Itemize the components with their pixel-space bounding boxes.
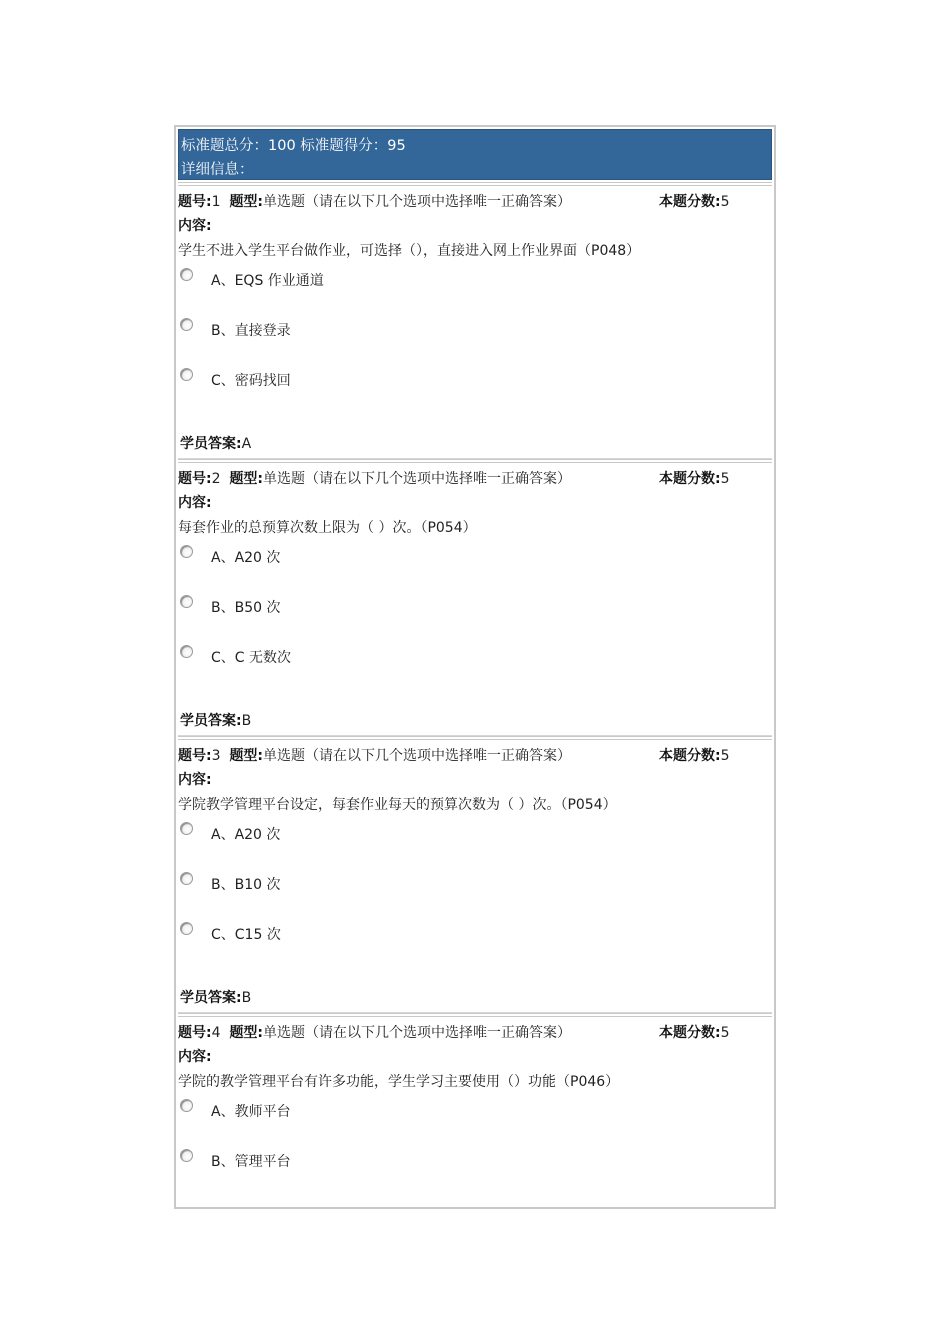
content-label: 内容: — [178, 218, 212, 234]
option-a[interactable] — [178, 264, 772, 314]
question-score: 本题分数:5 — [659, 194, 730, 210]
question-block — [178, 736, 772, 1013]
content-label: 内容: — [178, 772, 212, 788]
option-label: B、B50 次 — [211, 600, 281, 616]
option-b[interactable] — [178, 591, 772, 641]
question-score: 本题分数:5 — [659, 748, 730, 764]
question-meta — [178, 190, 772, 214]
question-number-label: 题号: — [178, 1025, 212, 1041]
question-type: 单选题（请在以下几个选项中选择唯一正确答案） — [263, 748, 572, 764]
question-content: 学院的教学管理平台有许多功能，学生学习主要使用（）功能（P046） — [178, 1074, 620, 1090]
radio-button[interactable] — [180, 268, 193, 281]
option-a[interactable] — [178, 1095, 772, 1145]
option-c[interactable] — [178, 641, 772, 691]
radio-button[interactable] — [180, 922, 193, 935]
exam-result-panel — [174, 125, 776, 1209]
question-number-label: 题号: — [178, 748, 212, 764]
score-summary-header — [178, 129, 772, 180]
option-a[interactable] — [178, 818, 772, 868]
radio-button[interactable] — [180, 872, 193, 885]
option-b[interactable] — [178, 314, 772, 364]
student-answer: 学员答案:B — [180, 990, 252, 1006]
question-score: 本题分数:5 — [659, 1025, 730, 1041]
question-content: 学生不进入学生平台做作业，可选择（），直接进入网上作业界面（P048） — [178, 243, 641, 259]
option-label: A、EQS 作业通道 — [211, 273, 324, 289]
student-answer: 学员答案:A — [180, 436, 252, 452]
content-label: 内容: — [178, 495, 212, 511]
question-type: 单选题（请在以下几个选项中选择唯一正确答案） — [263, 471, 572, 487]
option-label: B、管理平台 — [211, 1154, 291, 1170]
option-b[interactable] — [178, 868, 772, 918]
question-score: 本题分数:5 — [659, 471, 730, 487]
question-type-label: 题型: — [229, 194, 264, 210]
option-a[interactable] — [178, 541, 772, 591]
question-block — [178, 459, 772, 736]
option-label: A、教师平台 — [211, 1104, 291, 1120]
question-meta — [178, 1021, 772, 1045]
radio-button[interactable] — [180, 318, 193, 331]
option-label: B、直接登录 — [211, 323, 291, 339]
question-type: 单选题（请在以下几个选项中选择唯一正确答案） — [263, 194, 572, 210]
option-c[interactable] — [178, 918, 772, 968]
option-b[interactable] — [178, 1145, 772, 1195]
question-number: 3 — [211, 748, 221, 764]
details-label: 详细信息： — [181, 162, 254, 178]
radio-button[interactable] — [180, 645, 193, 658]
question-block — [178, 1013, 772, 1209]
question-meta — [178, 744, 772, 768]
question-number: 4 — [211, 1025, 221, 1041]
question-type-label: 题型: — [229, 1025, 264, 1041]
option-label: C、密码找回 — [211, 373, 291, 389]
question-number-label: 题号: — [178, 194, 212, 210]
question-number: 1 — [211, 194, 221, 210]
radio-button[interactable] — [180, 1099, 193, 1112]
question-type-label: 题型: — [229, 471, 264, 487]
option-c[interactable] — [178, 364, 772, 414]
score-summary: 标准题总分：100 标准题得分：95 — [181, 138, 406, 154]
radio-button[interactable] — [180, 1149, 193, 1162]
radio-button[interactable] — [180, 822, 193, 835]
question-type-label: 题型: — [229, 748, 264, 764]
radio-button[interactable] — [180, 368, 193, 381]
question-number-label: 题号: — [178, 471, 212, 487]
radio-button[interactable] — [180, 545, 193, 558]
question-block — [178, 182, 772, 459]
option-label: A、A20 次 — [211, 550, 281, 566]
question-content: 学院教学管理平台设定，每套作业每天的预算次数为（ ）次。（P054） — [178, 797, 617, 813]
option-label: A、A20 次 — [211, 827, 281, 843]
question-type: 单选题（请在以下几个选项中选择唯一正确答案） — [263, 1025, 572, 1041]
radio-button[interactable] — [180, 595, 193, 608]
question-number: 2 — [211, 471, 221, 487]
student-answer: 学员答案:B — [180, 713, 252, 729]
question-meta — [178, 467, 772, 491]
content-label: 内容: — [178, 1049, 212, 1065]
option-label: B、B10 次 — [211, 877, 281, 893]
option-label: C、C 无数次 — [211, 650, 292, 666]
question-content: 每套作业的总预算次数上限为（ ）次。（P054） — [178, 520, 477, 536]
option-label: C、C15 次 — [211, 927, 281, 943]
